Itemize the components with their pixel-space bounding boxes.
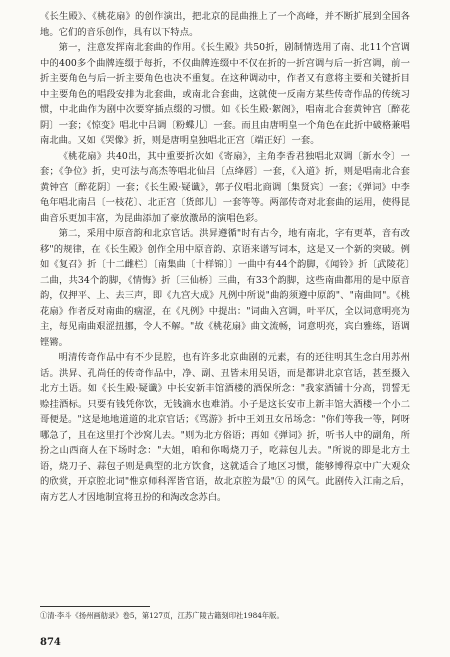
paragraph-second-point: 第二，采用中原音韵和北京官话。洪昇遵循"时有古今，地有南北，字有更革，音有改移"的规律，在《长生殿》创作全用中原音韵、京语来谱写词本，这是又一个新的突破。例如《复召》折〔十二雌栏〕〔南集曲〔十样锦〕〕一曲中有44个韵脚，《闻铃》折〔武陵花〕二曲，共34个韵脚，《情悔》折〔三仙桥〕三曲，有33个韵脚，这些南曲都用的是中原音韵，仅押平、上、去三声，即《九宫大成》凡例中所说"曲韵须遵中原韵"、"南曲同"。《桃花扇》作者反对南曲的痼涩，在《凡例》中提出："词曲入宫调，叶平仄，全以词意明亮为主，每见南曲艰涩扭挪，令人不解。"故《桃花扇》曲文流畅，词意明亮，宾白雅练，语调铿锵。	[40, 228, 410, 348]
paragraph-first-point: 第一，注意发挥南北套曲的作用。《长生殿》共50折，剧制情选用了南、北11个宫调中的400多个曲牌连缀于每折，不仅曲牌连缀中不仅在折的一折宫调与后一折宫调，前一折主要角色与后一折主要角色也决不重复。在这种调动中，作者又有意将主要和关键折目中主要角色的唱段安排为北套曲，或南北合套曲，这就使一反南方某些传奇作品的传统习惯，中北曲作为剧中次要穿插点缀的习惯。如《长生殿·絮阁》，唱南北合套黄钟宫〔醉花阴〕一套；《惊变》唱北中吕调〔粉蝶儿〕一套。而且由唐明皇一个角色在此折中破格兼唱南北曲。又如《哭像》折，则是唐明皇独唱北正宫〔端正好〕一套。	[40, 42, 410, 146]
paragraph-intro: 《长生殿》、《桃花扇》的创作演出，把北京的昆曲推上了一个高峰，并不断扩展到全国各地。它们的音乐创作，具有以下特点。	[40, 11, 410, 38]
paragraph-dialect: 明清传奇作品中有不少昆腔，也有许多北京曲剧的元素，有的还往明其生念白用苏州话。洪昇、孔尚任的传奇作品中，净、副、丑皆未用吴语，而是都讲北京官话，甚至摄入北方土语。如《长生殿·疑谶》中长安新丰馆酒楼的酒保所念："我家酒铺十分高，罚誓无赊挂酒标。只要有钱凭你饮，无钱滴水也难消。小子是这长安市上新丰馆大酒楼一个小二哥便是。"这是地地道道的北京官话；《骂游》折中王刘丑女吊场念："你们等我一等，阿呀哪急了，且在这里打个沙窝儿去。"则为北方俗语；再如《弹词》折，听书人中的副角，所扮之山西商人在下场时念："大姐，咱和你喝烧刀子，吃蒜包儿去。"所说的即是北方土语，烧刀子、蒜包子则是典型的北方饮食，这就适合了地区习惯，能够博得京中广大观众的欣赏，开京腔北词"惟京师科浑皆官语，故北京腔为最"① 的风气。此剧传入江南之后，南方艺人才因地制宜将丑扮的和淘改念苏白。	[40, 352, 410, 503]
page-number: 874	[40, 637, 61, 648]
footnote-divider	[40, 606, 150, 607]
paragraph-taohua-shan: 《桃花扇》共40出，其中重要折次如《寄扇》，主角李香君独唱北双调〔新水令〕一套；《争位》折，史可法与高杰等唱北仙吕〔点绛唇〕一套，《入道》折，则是唱南北合套黄钟宫〔醉花阴〕一套；《长生殿·疑谶》，郭子仪唱北商调〔集贤宾〕一套；《弹词》中李龟年唱北南吕〔一枝花〕、北正宫〔货郎儿〕一套等等。两部传奇对北套曲的运用，使得昆曲音乐更加丰富，为昆曲添加了豪放激昂的演唱色彩。	[40, 150, 410, 224]
footnote: ①清·李斗《扬州画舫录》卷5，第127页，江苏广陵古籍刻印社1984年版。	[40, 611, 284, 620]
